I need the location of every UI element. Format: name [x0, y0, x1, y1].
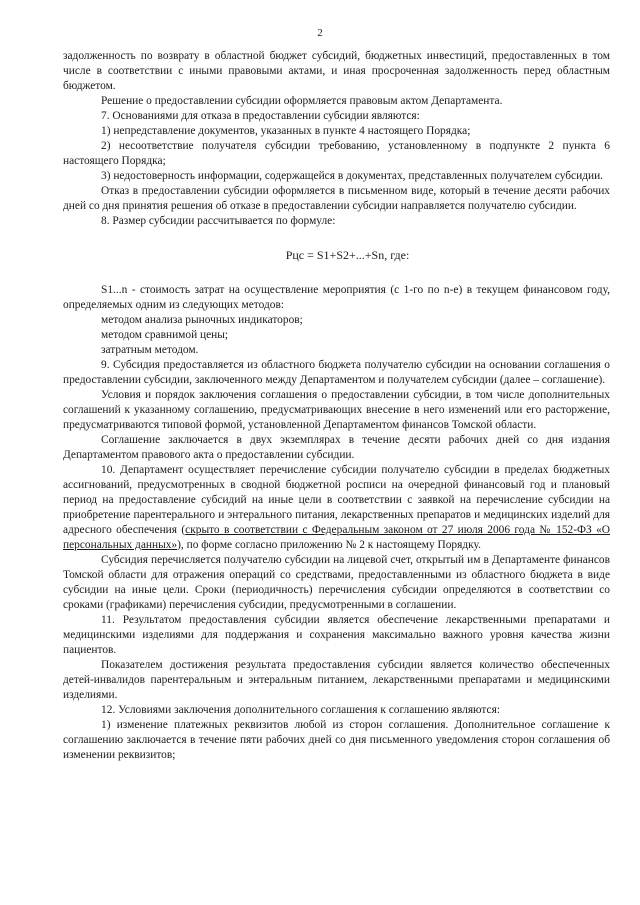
- document-body: [63, 49, 610, 763]
- list-item: 1) непредставление документов, указанных в пункте 4 настоящего Порядка;: [101, 125, 471, 137]
- list-item: методом анализа рыночных индикаторов;: [101, 314, 303, 326]
- paragraph: Субсидия перечисляется получателю субсидии на лицевой счет, открытый им в Департаменте финансов Томской области для отражения операций со средствами, предоставленными из областного бюджета в виде субсидии на иные цели. Сроки (периодичность) перечисления субсидии определяются в соответствии со сроками (графиками) перечисления субсидии, предусмотренными в соглашении.: [63, 554, 610, 611]
- list-item: методом сравнимой цены;: [101, 329, 229, 341]
- section-11-paragraph: 11. Результатом предоставления субсидии является обеспечение лекарственными препаратами и медицинскими изделиями для поддержания и сохранения максимально важного уровня качества жизни пациентов.: [63, 614, 610, 656]
- paragraph: Соглашение заключается в двух экземплярах в течение десяти рабочих дней со дня издания Департаментом правового акта о предоставлении субсидии.: [63, 434, 610, 461]
- paragraph-text: 10. Департамент осуществляет перечисление субсидии получателю субсидии в пределах бюджетных ассигнований, предусмотренных в сводной бюджетной росписи на очередной финансовый год и плановый период на предоставление субсидий на иные цели в соответствии с заявкой на перечисление субсидии на приобретение парентерального и энтерального питания, лекарственных препаратов и медицинских изделий для адресного обеспечения (: [63, 464, 610, 536]
- paragraph: задолженность по возврату в областной бюджет субсидий, бюджетных инвестиций, предоставленных в том числе в соответствии с иными правовыми актами, и иная просроченная задолженность перед областным бюджетом.: [63, 50, 610, 92]
- section-7-heading: 7. Основаниями для отказа в предоставлении субсидии являются:: [101, 110, 420, 122]
- paragraph: Решение о предоставлении субсидии оформляется правовым актом Департамента.: [101, 95, 503, 107]
- list-item: затратным методом.: [101, 344, 199, 356]
- redacted-note: скрыто в соответствии с Федеральным законом от 27 июля 2006 года № 152-ФЗ «О персональных данных»: [63, 524, 610, 551]
- paragraph: Условия и порядок заключения соглашения о предоставлении субсидии, в том числе дополнительных соглашений к указанному соглашению, предусматривающих внесение в него изменений или его расторжение, предусматриваются типовой формой, установленной Департаментом финансов Томской области.: [63, 389, 610, 431]
- section-8-heading: 8. Размер субсидии рассчитывается по формуле:: [101, 215, 336, 227]
- section-10-paragraph: [63, 463, 610, 553]
- paragraph: Показателем достижения результата предоставления субсидии является количество обеспеченных детей-инвалидов парентеральным и энтеральным питанием, лекарственными препаратами и медицинскими изделиями.: [63, 659, 610, 701]
- page-number: 2: [317, 27, 323, 39]
- section-12-heading: 12. Условиями заключения дополнительного соглашения к соглашению являются:: [101, 704, 500, 716]
- list-item: 3) недостоверность информации, содержащейся в документах, представленных получателем субсидии.: [101, 170, 604, 182]
- paragraph: S1...n - стоимость затрат на осуществление мероприятия (с 1-го по n-е) в текущем финансовом году, определяемых одним из следующих методов:: [63, 284, 610, 311]
- paragraph-text: ), по форме согласно приложению № 2 к настоящему Порядку.: [177, 539, 481, 551]
- list-item: 1) изменение платежных реквизитов любой из сторон соглашения. Дополнительное соглашение к соглашению заключается в течение пяти рабочих дней со дня письменного уведомления сторон соглашения об изменении реквизитов;: [63, 719, 610, 761]
- subsidy-formula: Рцс = S1+S2+...+Sn, где:: [285, 248, 410, 262]
- section-9-paragraph: 9. Субсидия предоставляется из областного бюджета получателю субсидии на основании соглашения о предоставлении субсидии, заключенного между Департаментом и получателем субсидии (далее – соглашение).: [63, 359, 610, 386]
- paragraph: Отказ в предоставлении субсидии оформляется в письменном виде, который в течение десяти рабочих дней со дня принятия решения об отказе в предоставлении субсидии направляется получателю субсидии.: [63, 185, 610, 212]
- list-item: 2) несоответствие получателя субсидии требованию, установленному в подпункте 2 пункта 6 настоящего Порядка;: [63, 140, 610, 167]
